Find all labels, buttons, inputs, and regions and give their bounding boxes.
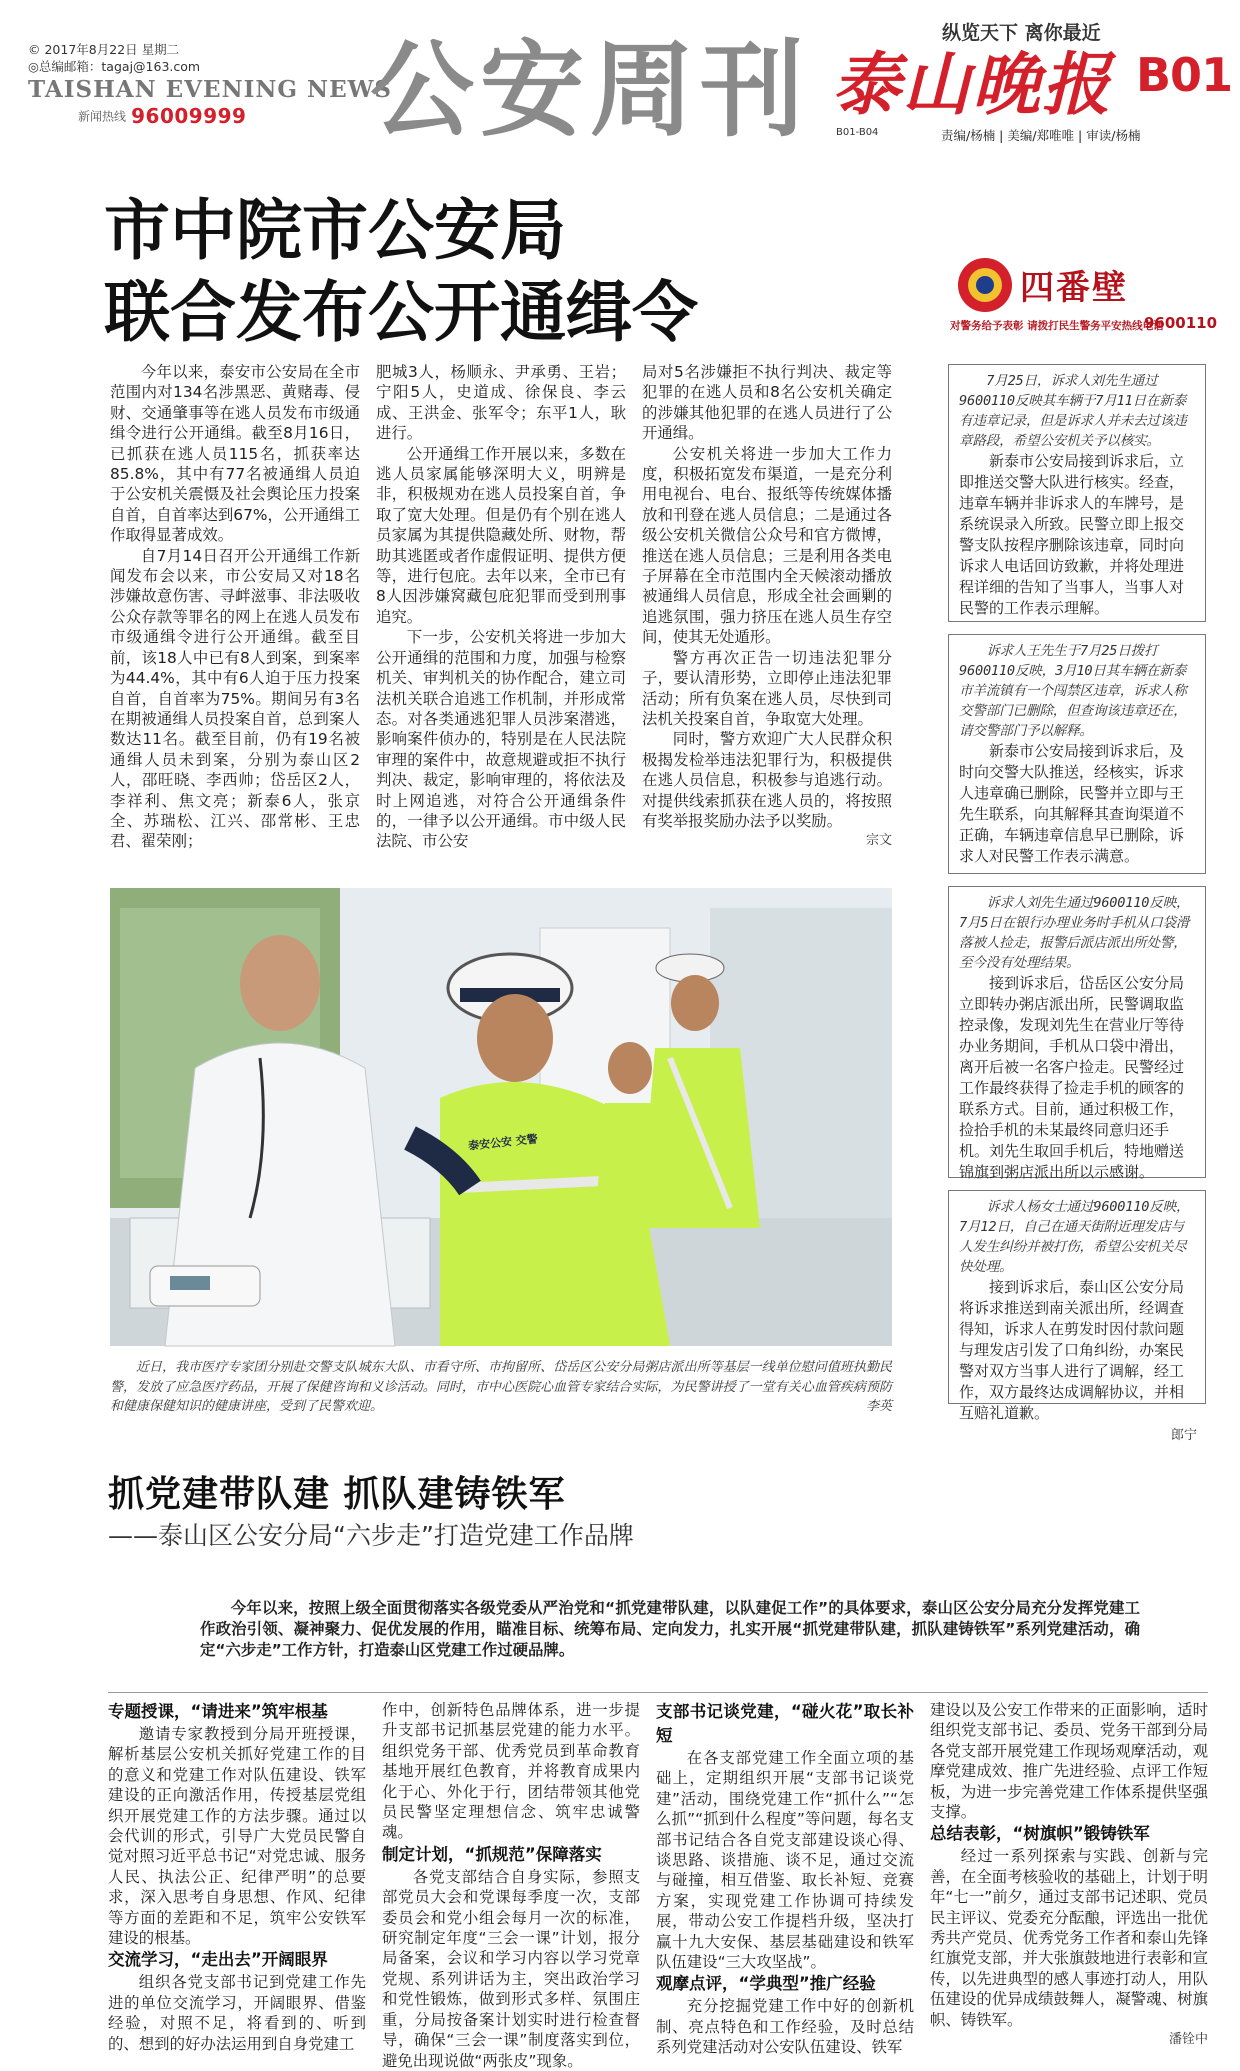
news-photo [110, 888, 892, 1346]
sidebar-complaint: 诉求人杨女士通过9600110反映，7月12日，自己在通天街附近理发店与人发生纠纷并被打伤，希望公安机关尽快处理。 [959, 1199, 1190, 1275]
feature-byline: 潘铨中 [1168, 2032, 1208, 2048]
sidebar-response: 接到诉求后，泰山区公安分局将诉求推送到南关派出所，经调查得知，诉求人在剪发时因付款问题与理发店引发了口角纠纷，办案民警对双方当事人进行了调解，经工作，双方最终达成调解协议，并相互赔礼道歉。 [959, 1278, 1185, 1422]
sidebar-response: 接到诉求后，岱岳区公安分局立即转办粥店派出所，民警调取监控录像，发现刘先生在营业厅等待办业务期间，手机从口袋中滑出，离开后被一名客户捡走。民警经过工作最终获得了捡走手机的顾客的联系方式。目前，通过积极工作，捡拾手机的未某最终同意归还手机。刘先生取回手机后，特地赠送锦旗到粥店派出所以示感谢。 [959, 974, 1185, 1181]
section-title: 公安周刊 [370, 29, 811, 151]
feature-subheading: 总结表彰，“树旗帜”锻铸铁军 [930, 1824, 1150, 1844]
sidebar-item-4 [948, 1190, 1206, 1443]
article-paragraph: 局对5名涉嫌拒不执行判决、裁定等犯罪的在逃人员和8名公安机关确定的涉嫌其他犯罪的在逃人员进行了公开通缉。 [642, 363, 892, 443]
feature-column-2 [382, 1700, 640, 2070]
sidebar-signature: 郎宁 [1170, 1428, 1197, 1443]
edition-range: B01-B04 [836, 127, 879, 138]
editors-line: 责编/杨楠 | 美编/郑唯唯 | 审读/杨楠 [941, 128, 1141, 143]
feature-subtitle: ——泰山区公安分局“六步走”打造党建工作品牌 [108, 1521, 634, 1550]
feature-paragraph: 建设以及公安工作带来的正面影响，适时组织党支部书记、委员、党务干部到分局各党支部开展党建工作现场观摩活动，观摩党建成效、推广先进经验、点评工作短板，为进一步完善党建工作体系提供坚强支撑。 [930, 1701, 1208, 1822]
sidebar-response: 新泰市公安局接到诉求后，立即推送交警大队进行核实。经查，违章车辆并非诉求人的车牌号，是系统误录入所致。民警立即上报交警支队按程序删除该违章，同时向诉求人电话回访致歉，并将处理进程详细的告知了当事人，当事人对民警的工作表示理解。 [959, 452, 1185, 617]
feature-paragraph: 充分挖掘党建工作中好的创新机制、亮点特色和工作经验，及时总结系列党建活动对公安队伍建设、铁军 [656, 1997, 914, 2057]
divider [108, 1692, 1208, 1693]
sidebar-logo-block [948, 252, 1218, 348]
email-line: ◎总编邮箱：tagaj@163.com [28, 59, 201, 74]
slogan: 纵览天下 离你最近 [942, 22, 1101, 44]
feature-column-4 [930, 1700, 1208, 2048]
date-line: © 2017年8月22日 星期二 [28, 42, 180, 57]
feature-paragraph: 作中，创新特色品牌体系，进一步提升支部书记抓基层党建的能力水平。组织党务干部、优秀党员到革命教育基地开展红色教育，并将教育成果内化于心、外化于行，团结带领其他党员民警坚定理想信念、筑牢忠诚警魂。 [382, 1701, 640, 1842]
article-paragraph: 同时，警方欢迎广大人民群众积极揭发检举违法犯罪行为，积极提供在逃人员信息，积极参与追逃行动。对提供线索抓获在逃人员的，将按照有奖举报奖励办法予以奖励。 [642, 730, 892, 830]
feature-paragraph: 各党支部结合自身实际，参照支部党员大会和党课每季度一次，支部委员会和党小组会每月一次的标准，研究制定年度“三会一课”计划，报分局备案，会议和学习内容以学习党章党规、系列讲话为主，突出政治学习和党性锻炼，做到形式多样、氛围庄重，分局按备案计划实时进行检查督导，确保“三会一课”制度落实到位，避免出现说做“两张皮”现象。 [382, 1867, 640, 2070]
sidebar-complaint: 诉求人刘先生通过9600110反映，7月5日在银行办理业务时手机从口袋滑落被人捡走，报警后派店派出所处警，至今没有处理结果。 [959, 895, 1190, 971]
vest-text: 泰安公安 交警 [467, 1132, 539, 1153]
feature-subheading: 制定计划，“抓规范”保障落实 [382, 1844, 602, 1864]
headline-line-1: 市中院市公安局 [104, 192, 566, 269]
feature-subheading: 支部书记谈党建，“碰火花”取长补短 [656, 1702, 914, 1745]
page-code: B01 [1136, 48, 1233, 102]
feature-subheading: 专题授课，“请进来”筑牢根基 [108, 1702, 328, 1721]
sidebar-item-1 [948, 364, 1206, 622]
feature-subheading: 观摩点评，“学典型”推广经验 [656, 1974, 876, 1994]
police-emblem-icon [956, 256, 1014, 314]
article-column-3 [642, 362, 892, 849]
article-paragraph: 自7月14日召开公开通缉工作新闻发布会以来，市公安局又对18名涉嫌故意伤害、寻衅滋事、非法吸收公众存款等罪名的网上在逃人员发布市级通缉令进行公开通缉。截至目前，该18人中已有8人到案，到案率为44.4%，其中有6人迫于压力投案自首，自首率为75%。期间另有3名在期被通缉人员投案自首，总到案人数达11名。截至目前，仍有19名被通缉人员未到案，分别为泰山区2人，邵旺晓、李西帅；岱岳区2人，李祥利、焦文亮；新泰6人，张京全、苏瑞松、江兴、邵常彬、王忠君、翟荣刚； [110, 546, 360, 851]
sidebar-item-3 [948, 886, 1206, 1181]
article-paragraph: 公安机关将进一步加大工作力度，积极拓宽发布渠道，一是充分利用电视台、电台、报纸等传统媒体播放和刊登在逃人员信息；二是通过各级公安机关微信公众号和官方微博，推送在逃人员信息；三是利用各类电子屏幕在全市范围内全天候滚动播放被通缉人员信息，形成全社会画剿的追逃氛围，强力挤压在逃人员生存空间，使其无处遁形。 [642, 444, 892, 647]
article-paragraph: 肥城3人，杨顺永、尹承勇、王岩；宁阳5人，史道成、徐保良、李云成、王洪金、张军令；东平1人，耿进行。 [376, 363, 626, 443]
caption-text: 近日，我市医疗专家团分别赴交警支队城东大队、市看守所、市拘留所、岱岳区公安分局粥店派出所等基层一线单位慰问值班执勤民警，发放了应急医疗药品，开展了保健咨询和义诊活动。同时，市中心医院心血管专家结合实际，为民警讲授了一堂有关心血管疾病预防和健康保健知识的健康讲座，受到了民警欢迎。 [110, 1360, 892, 1414]
hotline-row [78, 104, 246, 128]
sidebar-complaint: 7月25日，诉求人刘先生通过9600110反映其车辆于7月11日在新泰有违章记录，但是诉求人并未去过该违章路段，希望公安机关予以核实。 [959, 373, 1187, 449]
article-column-2 [376, 362, 626, 851]
feature-column-3 [656, 1700, 914, 2057]
feature-paragraph: 邀请专家教授到分局开班授课，解析基层公安机关抓好党建工作的目的意义和党建工作对队伍建设、铁军建设的正向激活作用，传授基层党组织开展党建工作的方法步骤。通过以会代训的形式，引导广大党员民警自觉对照习近平总书记“对党忠诚、服务人民、执法公正、纪律严明”的总要求，深入思考自身思想、作风、纪律等方面的差距和不足，筑牢公安铁军建设的根基。 [108, 1725, 366, 1948]
feature-paragraph: 经过一系列探索与实践、创新与完善，在全面考核验收的基础上，计划于明年“七一”前夕，通过支部书记述职、党员民主评议、党委充分酝酿，评选出一批优秀共产党员、优秀党务工作者和泰山先锋红旗党支部，并大张旗鼓地进行表彰和宣传，以先进典型的感人事迹打动人，用队伍建设的优异成绩鼓舞人，凝警魂、树旗帜、铸铁军。 [930, 1847, 1208, 2029]
sidebar-tagline: 对警务给予表彰 请拨打民生警务平安热线电话 [950, 320, 1164, 332]
headline-line-2: 联合发布公开通缉令 [104, 274, 698, 351]
article-paragraph: 公开通缉工作开展以来，多数在逃人员家属能够深明大义，明辨是非，积极规劝在逃人员投案自首，争取了宽大处理。但是仍有个别在逃人员家属为其提供隐藏处所、财物，帮助其逃匿或者作虚假证明、提供方便等，进行包庇。去年以来，全市已有8人因涉嫌窝藏包庇犯罪而受到刑事追究。 [376, 444, 626, 626]
article-byline: 宗文 [865, 833, 892, 849]
sidebar-item-2 [948, 634, 1206, 874]
feature-paragraph: 组织各党支部书记到党建工作先进的单位交流学习，开阔眼界、借鉴经验，对照不足，将看到的、听到的、想到的好办法运用到自身党建工 [108, 1973, 366, 2053]
photo-caption [110, 1358, 892, 1417]
photo-illustration [110, 888, 892, 1346]
article-paragraph: 警方再次正告一切违法犯罪分子，要认清形势，立即停止违法犯罪活动；所有负案在逃人员，尽快到司法机关投案自首，争取宽大处理。 [642, 648, 892, 728]
hotline-label: 新闻热线 [78, 109, 127, 124]
sidebar-complaint: 诉求人王先生于7月25日拨打9600110反映，3月10日其车辆在新泰市羊流镇有一个闯禁区违章，诉求人称交警部门已删除，但查询该违章还在，请交警部门予以解释。 [959, 643, 1187, 739]
article-paragraph: 下一步，公安机关将进一步加大公开通缉的范围和力度，加强与检察机关、审判机关的协作配合，建立司法机关联合追逃工作机制，并形成常态。对各类通逃犯罪人员涉案潜逃，影响案件侦办的，特别是在人民法院审理的案件中，故意规避或拒不执行判决、裁定，影响审理的，将依法及时上网追逃，对符合公开通缉条件的，一律予以公开通缉。市中级人民法院、市公安 [376, 628, 626, 851]
article-paragraph: 今年以来，泰安市公安局在全市范围内对134名涉黑恶、黄赌毒、侵财、交通肇事等在逃人员发布市级通缉令进行公开通缉。截至8月16日，已抓获在逃人员115名，抓获率达85.8%，其中有77名被通缉人员迫于公安机关震慑及社会舆论压力投案自首，自首率达到67%，公开通缉工作取得显著成效。 [110, 363, 360, 545]
paper-name-logo: 泰山晚报 [832, 45, 1113, 125]
sidebar-response: 新泰市公安局接到诉求后，及时向交警大队推送，经核实，诉求人违章确已删除，民警并立即与王先生联系，向其解释其查询渠道不正确，车辆违章信息早已删除，诉求人对民警工作表示满意。 [959, 742, 1185, 865]
feature-lead: 今年以来，按照上级全面贯彻落实各级党委从严治党和“抓党建带队建，以队建促工作”的具体要求，泰山区公安分局充分发挥党建工作政治引领、凝神聚力、促优发展的作用，瞄准目标、统筹布局、定向发力，扎实开展“抓党建带队建，抓队建铸铁军”系列党建活动，确定“六步走”工作方针，打造泰山区党建工作过硬品牌。 [200, 1599, 1140, 1659]
feature-subheading: 交流学习，“走出去”开阔眼界 [108, 1950, 328, 1970]
english-name: TAISHAN EVENING NEWS [28, 76, 393, 103]
article-column-1 [110, 362, 360, 851]
feature-paragraph: 在各支部党建工作全面立项的基础上，定期组织开展“支部书记谈党建”活动，围绕党建工作“抓什么”“怎么抓”“抓到什么程度”等问题，每名支部书记结合各自党支部建设谈心得、谈思路、谈措施、谈不足，通过交流与碰撞，相互借鉴、取长补短、竞赛方案，实现党建工作协调可持续发展，带动公安工作提档升级，坚决打赢十九大安保、基层基础建设和铁军队伍建设“三大攻坚战”。 [656, 1749, 914, 1972]
hotline-number: 96009999 [131, 104, 247, 128]
sidebar-hotline: 9600110 [1144, 314, 1218, 332]
feature-title: 抓党建带队建 抓队建铸铁军 [108, 1474, 566, 1515]
photo-credit: 李英 [865, 1399, 892, 1414]
headline [104, 190, 698, 354]
feature-column-1 [108, 1700, 366, 2053]
sidebar-brand: 四番壁 [1020, 268, 1128, 308]
